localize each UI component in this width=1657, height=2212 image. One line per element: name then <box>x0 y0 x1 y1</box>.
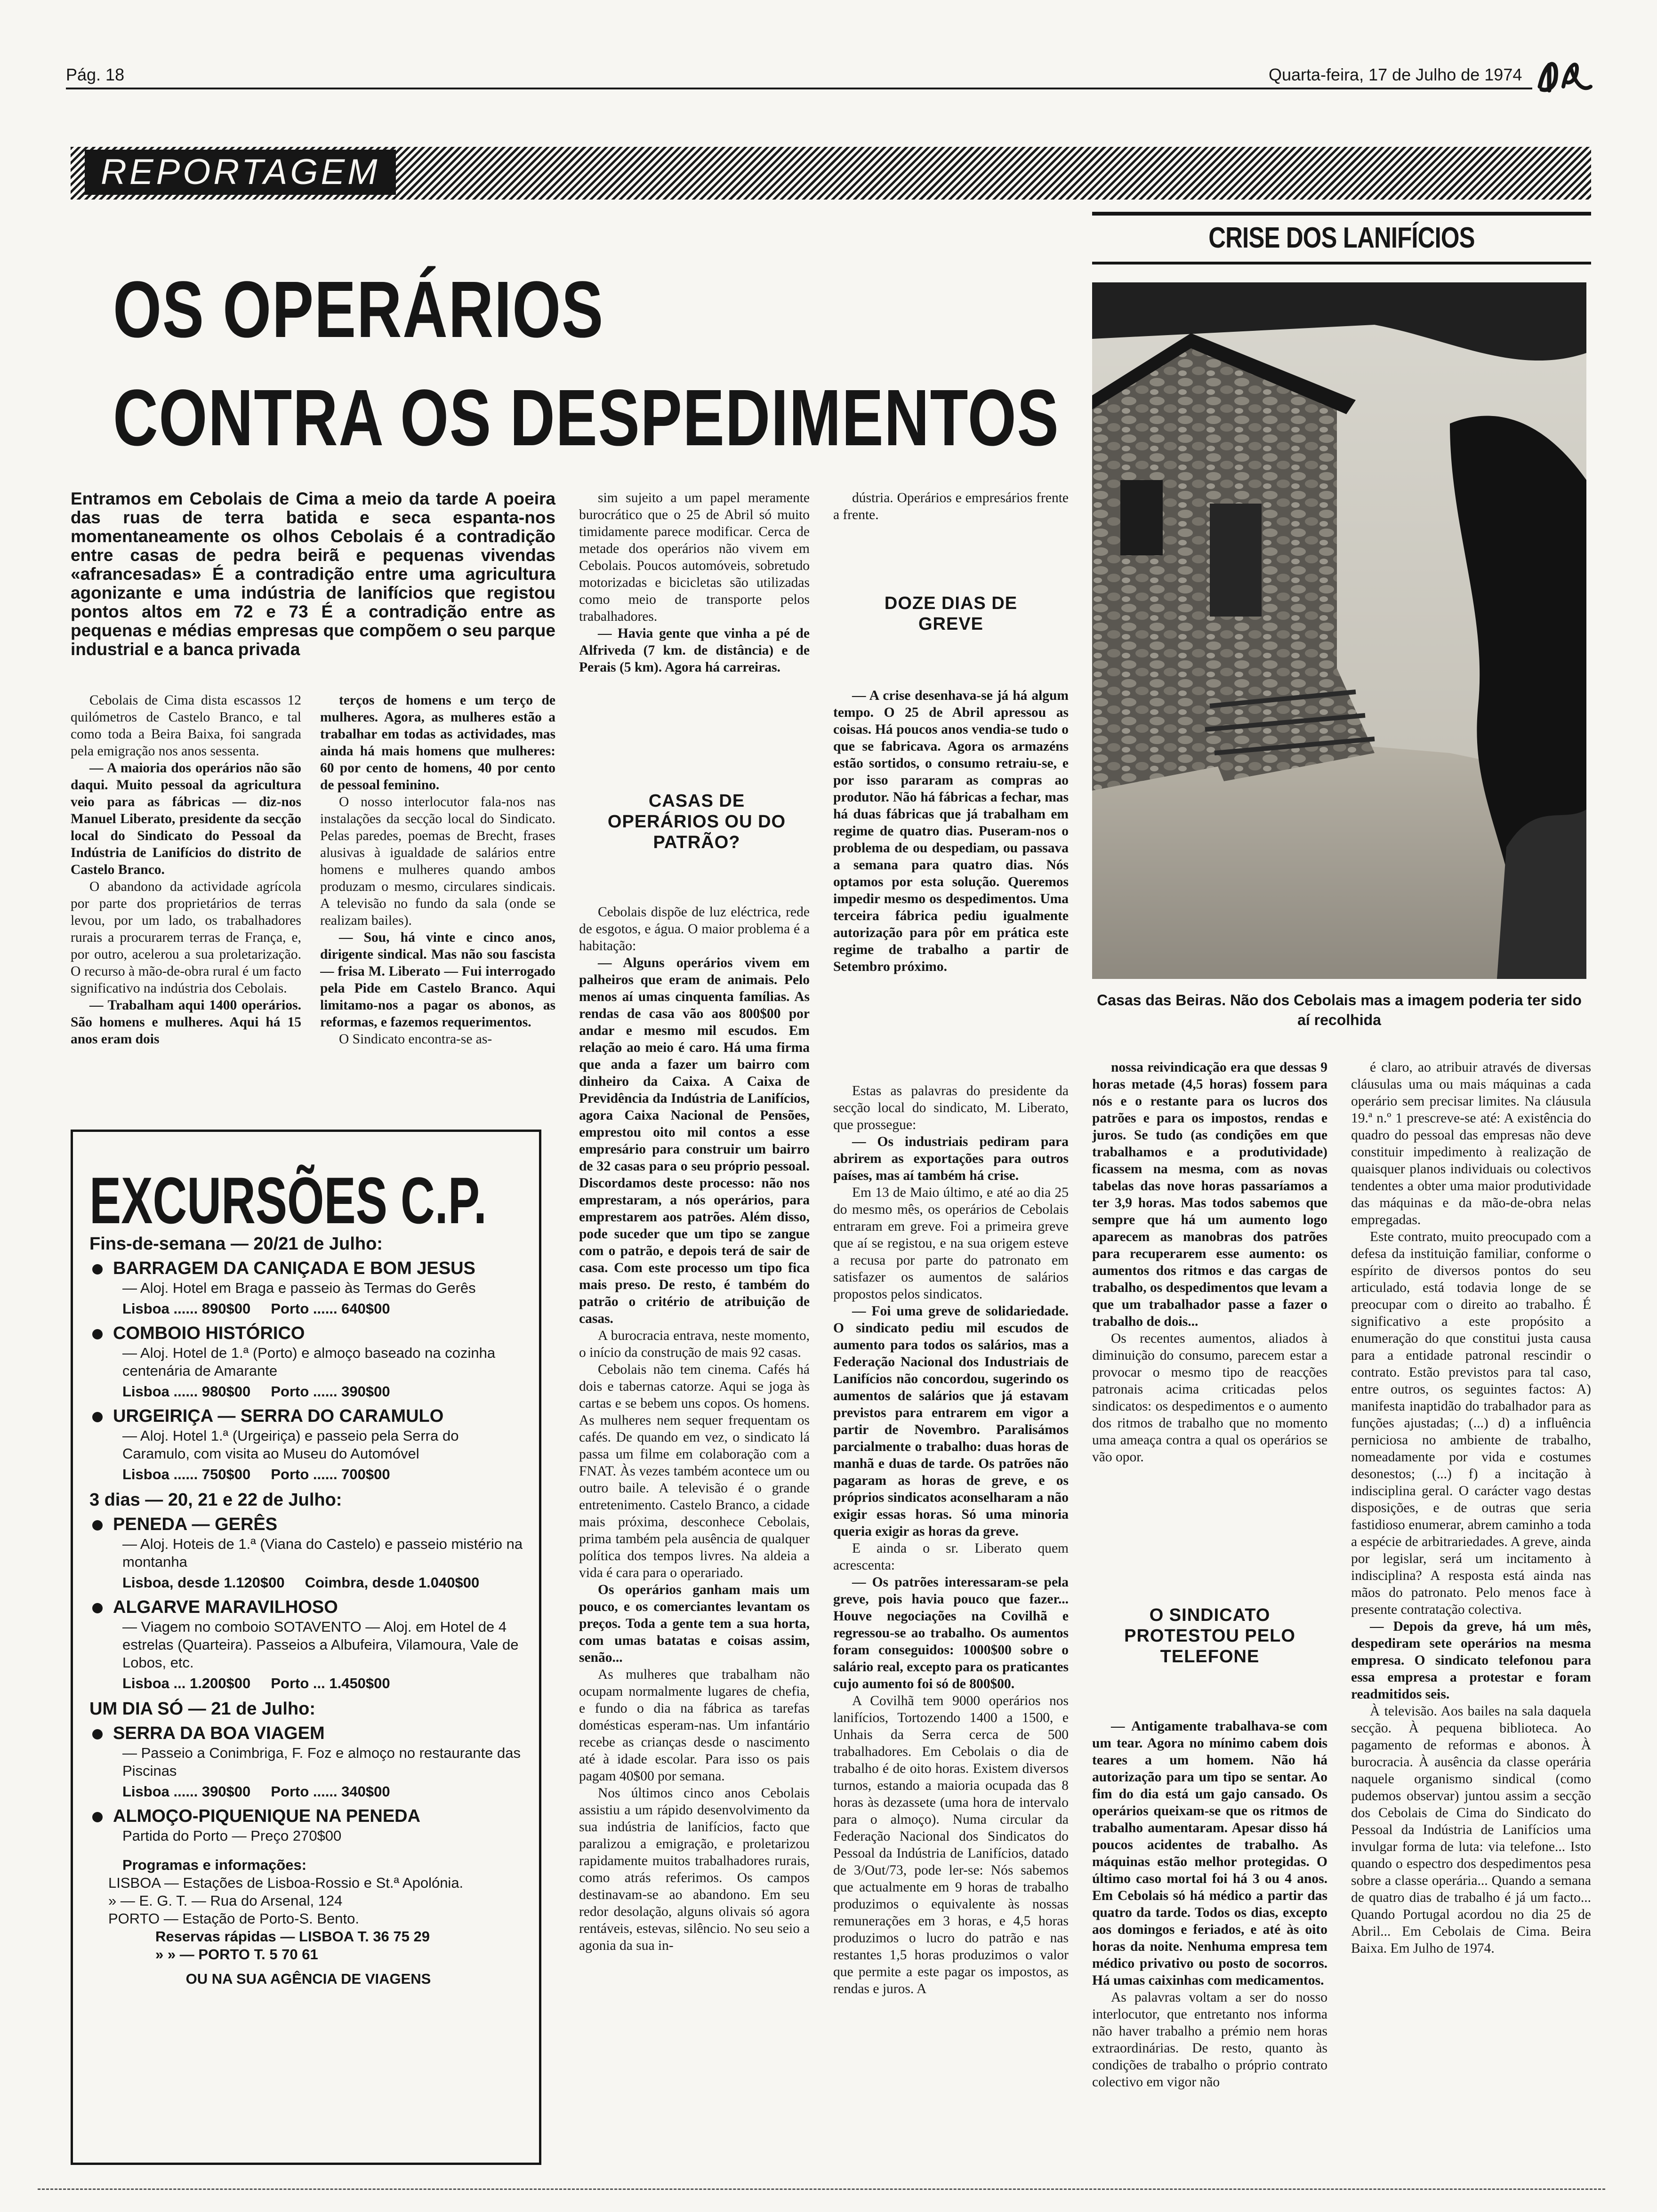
ad-trip-price: Lisboa ...... 750$00 Porto ...... 700$00 <box>122 1466 390 1483</box>
paragraph: nossa reivindicação era que dessas 9 horas metade (4,5 horas) fossem para nós e o restante para os lucros dos patrões e para os impostos, rendas e juros. Se tudo (as condições em que trabalhamos e a produtividade) ficassem na mesma, com as novas tabelas das nove horas passaríamos a ter 3,9 horas. Mas todos sabemos que sempre que há um aumento logo aparecem as manobras dos patrões para recuperarem esse aumento: os aumentos dos ritmos e das cargas de trabalho, os despedimentos que levam a que um trabalhador passe a fazer o trabalho de dois... <box>1092 1060 1327 1329</box>
ad-trip: PENEDA — GERÊS <box>89 1515 527 1533</box>
paragraph: Este contrato, muito preocupado com a defesa da instituição familiar, conforme o espírito de diversos pontos do seu articulado, está todavia longe de se preocupar com o direito ao trabalho. É significativo a este propósito a enumeração do que constitui justa causa para a entidade patronal rescindir o contrato. Estão previstos para tal caso, entre outros, os seguintes factos: A) manifesta inaptidão do trabalhador para as funções ajustadas; (...) d) a influência perniciosa no ambiente de trabalho, nomeadamente por vida e costumes desonestos; (...) f) a incitação à indisciplina geral. O carácter vago destas disposições, e de outras que seria fastidioso enumerar, abrem caminho a toda a espécie de arbitrariedades. A greve, ainda por legislar, será um incitamento à indisciplina? A resposta está ainda nas mãos do patronato. Pelo menos face à presente contratação colectiva. <box>1351 1229 1591 1617</box>
ad-weekend-heading: Fins-de-semana — 20/21 de Julho: <box>89 1234 383 1254</box>
paragraph: — Os industriais pediram para abrirem as exportações para outros países, mas aí também há crise. <box>833 1134 1069 1183</box>
ad-trip: ALGARVE MARAVILHOSO <box>89 1598 527 1616</box>
ad-trip-price: Lisboa ...... 980$00 Porto ...... 390$00 <box>122 1383 390 1400</box>
ad-address: PORTO — Estação de Porto-S. Bento. <box>108 1910 359 1927</box>
ad-title: EXCURSÕES C.P. <box>89 1163 487 1237</box>
paragraph: O abandono da actividade agrícola por parte dos proprietários de terras levou, por um lado, os trabalhadores rurais a procurarem terras de França, e, por outro, acelerou a sua proletarização. O recurso à mão-de-obra rural é um facto significativo na indústria dos Cebolais. <box>71 879 301 996</box>
article-photo <box>1092 282 1586 979</box>
article-column-5b <box>1092 1718 1327 2184</box>
paragraph: sim sujeito a um papel meramente burocrático que o 25 de Abril só muito timidamente parece modificar. Cerca de metade dos operários não vivem em Cebolais. Poucos automóveis, sobretudo motorizadas e bicicletas são utilizadas como meio de transporte pelos trabalhadores. <box>579 490 810 624</box>
ad-address: » — E. G. T. — Rua do Arsenal, 124 <box>108 1892 343 1909</box>
bullet-icon <box>92 1329 103 1339</box>
ad-trip: BARRAGEM DA CANIÇADA E BOM JESUS <box>89 1259 527 1277</box>
page-number: Pág. 18 <box>66 65 125 84</box>
section-kicker: CRISE DOS LANIFÍCIOS <box>1208 222 1475 254</box>
kicker-rule-bottom <box>1092 262 1591 264</box>
bullet-icon <box>92 1729 103 1739</box>
paragraph: As palavras voltam a ser do nosso interlocutor, que entretanto nos informa não haver trabalho a prémio nem horas extraordinárias. De resto, quanto às condições de trabalho o próprio contrato colectivo em vigor não <box>1092 1990 1327 2090</box>
ad-trip: COMBOIO HISTÓRICO <box>89 1324 527 1342</box>
paragraph: — Depois da greve, há um mês, despediram sete operários na mesma empresa. O sindicato telefonou para essa empresa a protestar e foram readmitidos seis. <box>1351 1619 1591 1702</box>
article-column-4c <box>833 1082 1069 2184</box>
paragraph: — A crise desenhava-se já há algum tempo. O 25 de Abril apressou as coisas. Há poucos anos vendia-se tudo o que se fabricava. Agora os armazéns estão sortidos, o consumo retraiu-se, e por isso pararam as compras ao produtor. Não há fábricas a fechar, mas há duas fábricas que já trabalham em regime de quatro dias. Puseram-nos o problema de ou despediam, ou passava a semana para quatro dias. Nós optamos por esta solução. Queremos impedir mesmo os despedimentos. Uma terceira fábrica pediu igualmente autorização para pôr em prática este regime de trabalho a partir de Setembro próximo. <box>833 688 1069 974</box>
paragraph: A Covilhã tem 9000 operários nos lanifícios, Tortozendo 1400 a 1500, e Unhais da Serra cerca de 500 trabalhadores. Em Cebolais o dia de trabalho é de oito horas. Existem diversos turnos, estando a maioria ocupada das 8 horas às dezassete (uma hora de intervalo para o almoço). Numa circular da Federação Nacional dos Sindicatos do Pessoal da Indústria de Lanifícios, datado de 3/Out/73, pode ler-se: Nós sabemos que actualmente em 9 horas de trabalho produzimos o equivalente às nossas remunerações em 3 horas, e 4,5 horas produzimos o lucro do patrão e nas restantes 1,5 horas produzimos o valor que permite a este pagar os impostos, as rendas e juros. A <box>833 1693 1069 1996</box>
article-column-1 <box>71 692 301 1120</box>
paragraph: — Os patrões interessaram-se pela greve, pois havia pouco que fazer... Houve negociações na Covilhã e regressou-se ao trabalho. Os aumentos foram conseguidos: 1000$00 sobre o salário real, excepto para os praticantes cujo aumento foi só de 800$00. <box>833 1575 1069 1691</box>
paragraph: Estas as palavras do presidente da secção local do sindicato, M. Liberato, que prossegue: <box>833 1083 1069 1132</box>
ad-trip-detail: — Viagem no comboio SOTAVENTO — Aloj. em Hotel de 4 estrelas (Quarteira). Passeios a Albufeira, Vilamoura, Vale de Lobos, etc. <box>122 1619 519 1671</box>
paragraph: — Trabalham aqui 1400 operários. São homens e mulheres. Aqui há 15 anos eram dois <box>71 998 301 1047</box>
paragraph: — Alguns operários vivem em palheiros que eram de animais. Pelo menos aí umas cinquenta famílias. As rendas de casa vão aos 800$00 por andar e mesmo mil escudos. Em relação ao meio é caro. Há uma firma que anda a fazer um bairro com dinheiro da Caixa. A Caixa de Previdência da Indústria de Lanifícios, agora Caixa Nacional de Pensões, emprestou oito mil contos a esse empresário para construir um bairro de 32 casas para o seu próprio pessoal. Discordamos deste processo: não nos emprestaram, a nós operários, para emprestarem aos patrões. Além disso, pode suceder que um tipo se zangue com o patrão, e depois terá de sair de casa. Com este processo um tipo fica mais preso. De resto, é também do patrão o critério de atribuição de casas. <box>579 955 810 1326</box>
paragraph: é claro, ao atribuir através de diversas cláusulas uma ou mais máquinas a cada operário sem precisar limites. Na cláusula 19.ª n.º 1 prescreve-se até: A existência do quadro do pessoal das empresas não deve constituir impedimento à realização de quaisquer planos individuais ou colectivos tendentes a obter uma maior produtividade das máquinas e da mão-de-obra nelas empregadas. <box>1351 1060 1591 1227</box>
header-rule <box>66 88 1532 89</box>
article-column-5a <box>1092 1059 1327 1534</box>
paragraph: terços de homens e um terço de mulheres. Agora, as mulheres estão a trabalhar em todas as actividades, mas ainda há mais homens que mulheres: 60 por cento de homens, 40 por cento de pessoal feminino. <box>320 693 555 793</box>
article-column-6 <box>1351 1059 1591 2184</box>
bullet-icon <box>92 1520 103 1531</box>
footer-rule <box>38 2188 1605 2191</box>
ad-trip-price: Lisboa ...... 390$00 Porto ...... 340$00 <box>122 1783 390 1800</box>
headline-line-2: CONTRA OS DESPEDIMENTOS <box>113 373 1060 463</box>
ad-trip: URGEIRIÇA — SERRA DO CARAMULO <box>89 1407 527 1425</box>
paragraph: Nos últimos cinco anos Cebolais assistiu a um rápido desenvolvimento da sua indústria de lanifícios, facto que paralizou a emigração, e proletarizou rapidamente muitos trabalhadores rurais, como atrás referimos. Os campos destinavam-se ao abandono. Em seu redor desolação, alguns olivais só agora rentáveis, estevas, silêncio. No seu seio a agonia da sua in- <box>579 1786 810 1953</box>
kicker-rule-top <box>1092 212 1591 216</box>
paragraph: O Sindicato encontra-se as- <box>339 1032 492 1047</box>
ad-one-day-heading: UM DIA SÓ — 21 de Julho: <box>89 1699 315 1719</box>
paragraph: — Havia gente que vinha a pé de Alfriveda (7 km. de distância) e de Perais (5 km). Agora há carreiras. <box>579 626 810 675</box>
article-column-3a <box>579 489 810 734</box>
photo-caption: Casas das Beiras. Não dos Cebolais mas a imagem poderia ter sido aí recolhida <box>1097 992 1582 1028</box>
ad-trip-detail: — Aloj. Hotel 1.ª (Urgeiriça) e passeio pela Serra do Caramulo, com visita ao Museu do Automóvel <box>122 1427 459 1462</box>
ad-trip-detail: — Aloj. Hotel de 1.ª (Porto) e almoço baseado na cozinha centenária de Amarante <box>122 1345 496 1379</box>
bullet-icon <box>92 1264 103 1274</box>
dl-newspaper-logo-icon <box>1537 54 1593 96</box>
subhead-sindicato: O SINDICATO PROTESTOU PELO TELEFONE <box>1124 1605 1295 1667</box>
ad-trip-price: Lisboa ...... 890$00 Porto ...... 640$00 <box>122 1300 390 1317</box>
ad-trip-detail: — Aloj. Hoteis de 1.ª (Viana do Castelo) e passeio mistério na montanha <box>122 1536 523 1570</box>
paragraph: Os operários ganham mais um pouco, e os comerciantes levantam os preços. Toda a gente tem a sua horta, com umas batatas e coisas assim, senão... <box>579 1582 810 1665</box>
subhead-doze-dias: DOZE DIAS DE GREVE <box>884 593 1018 634</box>
ad-trip-price: Lisboa, desde 1.120$00 Coimbra, desde 1.040$00 <box>122 1574 480 1591</box>
ad-three-days-heading: 3 dias — 20, 21 e 22 de Julho: <box>89 1490 342 1510</box>
section-banner-label: REPORTAGEM <box>85 150 396 195</box>
ad-reservations: » » — PORTO T. 5 70 61 <box>155 1946 318 1963</box>
article-column-2 <box>320 692 555 1120</box>
ad-body <box>89 1233 527 1988</box>
ad-closing-line: OU NA SUA AGÊNCIA DE VIAGENS <box>185 1971 431 1987</box>
paragraph: À televisão. Aos bailes na sala daquela secção. À pequena biblioteca. Ao pagamento de reformas e abonos. À burocracia. À ausência da classe operária naquele organismo sindical (como pudemos observar) juntou assim a secção dos Cebolais de Cima do Sindicato do Pessoal da Indústria de Lanifícios uma invulgar forma de luta: via telefone... Isto quando o espectro dos despedimentos pesa sobre a classe operária... Quando a semana de quatro dias de trabalho é já um facto... Quando Portugal acordou no dia 25 de Abril... Em Cebolais de Cima. Beira Baixa. Em Julho de 1974. <box>1351 1704 1591 1956</box>
paragraph: A burocracia entrava, neste momento, o início da construção de mais 92 casas. <box>579 1328 810 1360</box>
paragraph: Em 13 de Maio último, e até ao dia 25 do mesmo mês, os operários de Cebolais entraram em greve. Foi a primeira greve que aí se registou, e na sua origem esteve a recusa por parte do patronato em satisfazer os aumentos de salários propostos pelos sindicatos. <box>833 1185 1069 1302</box>
paragraph: As mulheres que trabalham não ocupam normalmente lugares de chefia, e fundo o dia na fábrica as tarefas domésticas esperam-nas. Um infantário recebe as crianças desde o nascimento até à idade escolar. Para isso os pais pagam 40$00 por semana. <box>579 1667 810 1784</box>
article-column-4a <box>833 489 1069 527</box>
paragraph: Cebolais de Cima dista escassos 12 quilómetros de Castelo Branco, e tal como toda a Beira Baixa, foi sangrada pela emigração nos anos sessenta. <box>71 693 301 759</box>
paragraph: O nosso interlocutor fala-nos nas instalações da secção local do Sindicato. Pelas paredes, poemas de Brecht, frases alusivas à igualdade de salários entre homens e mulheres quando ambos produzam o mesmo, circulares sindicais. A televisão no fundo da sala (onde se realizam bailes). <box>320 794 555 928</box>
headline-line-1: OS OPERÁRIOS <box>113 265 604 354</box>
ad-address: LISBOA — Estações de Lisboa-Rossio e St.ª Apolónia. <box>108 1875 464 1891</box>
ad-trip-detail: — Aloj. Hotel em Braga e passeio às Termas do Gerês <box>122 1280 476 1296</box>
paragraph: E ainda o sr. Liberato quem acrescenta: <box>833 1541 1069 1573</box>
paragraph: dústria. Operários e empresários frente a frente. <box>833 490 1069 522</box>
paragraph: Cebolais não tem cinema. Cafés há dois e tabernas catorze. Aqui se joga às cartas e se bebem uns copos. Os homens. As mulheres nem sequer frequentam os cafés. De quando em vez, o sindicato lá passa um filme em colaboração com a FNAT. Às vezes também acontece um ou outro baile. A televisão é o grande entretenimento. Castelo Branco, a cidade mais próxima, desconhece Cebolais, prima também pela ausência de qualquer política dos tempos livres. Na aldeia a vida é cara para o operariado. <box>579 1362 810 1580</box>
ad-reservations: Reservas rápidas — LISBOA T. 36 75 29 <box>155 1928 430 1945</box>
ad-trip: SERRA DA BOA VIAGEM <box>89 1724 527 1742</box>
subhead-casas: CASAS DE OPERÁRIOS OU DO PATRÃO? <box>607 791 786 852</box>
ad-trip: ALMOÇO-PIQUENIQUE NA PENEDA <box>89 1807 527 1825</box>
bullet-icon <box>92 1812 103 1822</box>
paragraph: — Foi uma greve de solidariedade. O sindicato pediu mil escudos de aumento para todos os salários, mas a Federação Nacional dos Industriais de Lanifícios não concordou, sugerindo os aumentos de salários que já estavam previstos para entrarem em vigor a partir de Novembro. Paralisámos parcialmente o trabalho: duas horas de manhã e duas de tarde. Os patrões não pagaram as horas de greve, e os próprios sindicatos aconselharam a não exigir essas horas. Só uma minoria queria exigir as horas da greve. <box>833 1304 1069 1539</box>
ad-trip-detail: — Passeio a Conimbriga, F. Foz e almoço no restaurante das Piscinas <box>122 1745 521 1779</box>
article-column-3b <box>579 904 810 2184</box>
bullet-icon <box>92 1603 103 1613</box>
paragraph: — Sou, há vinte e cinco anos, dirigente sindical. Mas não sou fascista — frisa M. Liberato — Fui interrogado pela Pide em Castelo Branco. Aqui limitamo-nos a pagar os abonos, as reformas, e fazemos requerimentos. <box>320 930 555 1030</box>
paragraph: — Antigamente trabalhava-se com um tear. Agora no mínimo cabem dois teares a um homem. Não há autorização para um tipo se sentar. Ao fim do dia está um gajo cansado. Os operários queixam-se que os ritmos de trabalho aumentaram. Apesar disso há poucos acidentes de trabalho. As máquinas estão melhor protegidas. O último caso mortal foi há 3 ou 4 anos. Em Cebolais só há médico a partir das quatro da tarde. Todos os dias, excepto aos domingos e feriados, e até às oito horas da noite. Nenhuma empresa tem médico privativo ou posto de socorros. Há umas caixinhas com medicamentos. <box>1092 1719 1327 1988</box>
ad-trip-price: Lisboa ... 1.200$00 Porto ... 1.450$00 <box>122 1675 390 1691</box>
paragraph: — A maioria dos operários não são daqui. Muito pessoal da agricultura veio para as fábricas — diz-nos Manuel Liberato, presidente da secção local do Sindicato do Pessoal da Indústria de Lanifícios do distrito de Castelo Branco. <box>71 761 301 877</box>
article-column-4b <box>833 687 1069 1073</box>
bullet-icon <box>92 1412 103 1422</box>
ad-trip-detail: Partida do Porto — Preço 270$00 <box>122 1827 342 1844</box>
paragraph: Os recentes aumentos, aliados à diminuição do consumo, parecem estar a provocar o mesmo tipo de reacções patronais acima criticadas pelos sindicatos: os despedimentos e o aumento dos ritmos de trabalho que no momento uma ameaça contra a qual os operários se vão opor. <box>1092 1331 1327 1465</box>
ad-info-heading: Programas e informações: <box>122 1857 307 1873</box>
paragraph: Cebolais dispõe de luz eléctrica, rede de esgotos, e água. O maior problema é a habitação: <box>579 905 810 954</box>
article-lead: Entramos em Cebolais de Cima a meio da tarde A poeira das ruas de terra batida e seca espanta-nos momentaneamente os olhos Cebolais é a contradição entre casas de pedra beirã e pequenas vivendas «afrancesadas» É a contradição entre uma agricultura agonizante e uma indústria de lanifícios que registou pontos altos em 72 e 73 É a contradição entre as pequenas e médias empresas que compõem o seu parque industrial e a banca privada <box>71 489 555 659</box>
issue-date: Quarta-feira, 17 de Julho de 1974 <box>1269 65 1522 84</box>
